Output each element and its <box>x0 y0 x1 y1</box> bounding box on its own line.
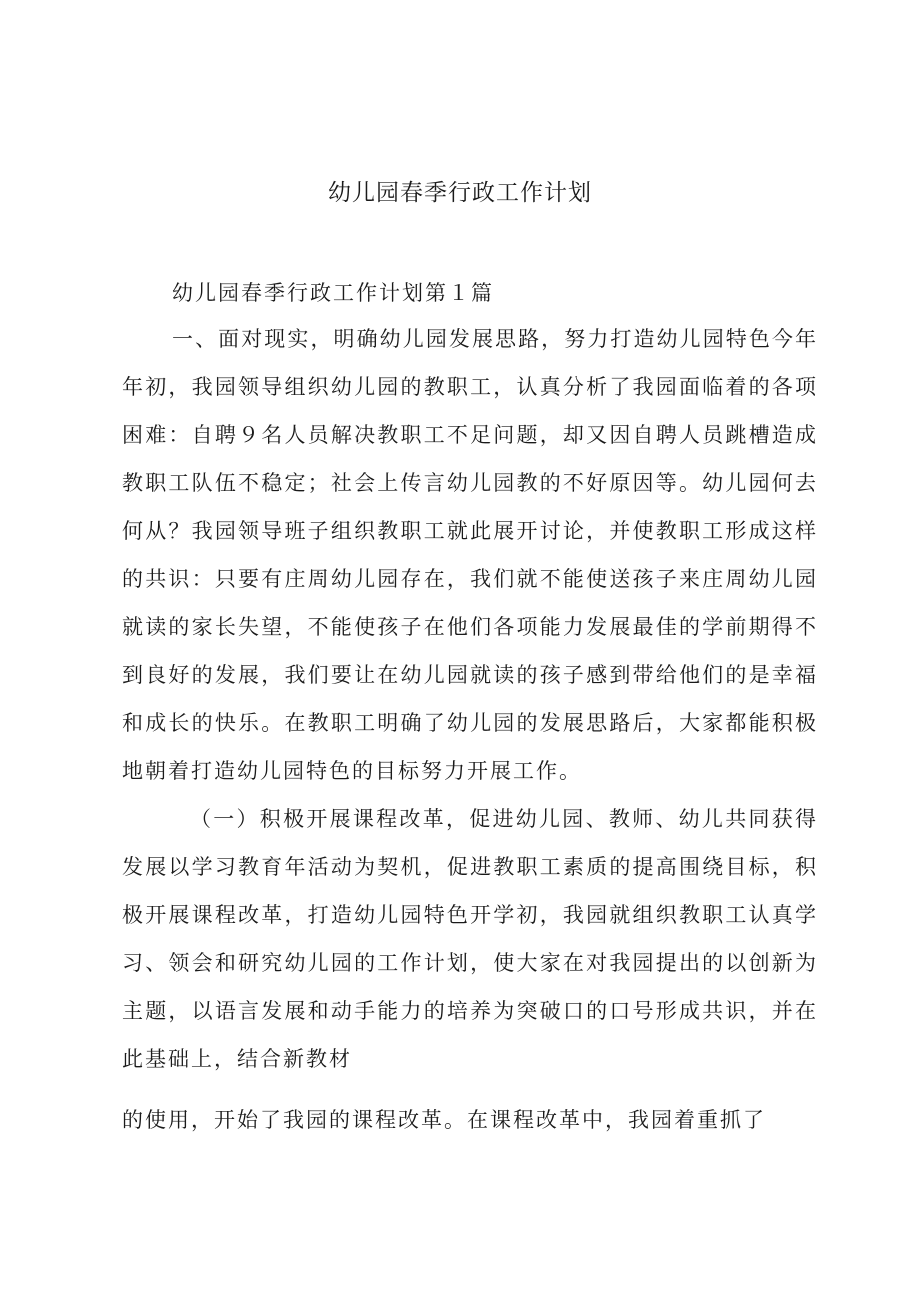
paragraph-1-line-8: 到良好的发展，我们要让在幼儿园就读的孩子感到带给他们的是幸福 <box>122 663 816 687</box>
paragraph-1-line-10: 地朝着打造幼儿园特色的目标努力开展工作。 <box>122 759 582 783</box>
paragraph-1-line-4: 教职工队伍不稳定；社会上传言幼儿园教的不好原因等。幼儿园何去 <box>122 471 816 495</box>
paragraph-1-line-7: 就读的家长失望，不能使孩子在他们各项能力发展最佳的学前期得不 <box>122 615 816 639</box>
section-heading: 幼儿园春季行政工作计划第１篇 <box>172 281 494 305</box>
paragraph-1-line-3: 困难：自聘９名人员解决教职工不足问题，却又因自聘人员跳槽造成 <box>122 423 816 447</box>
paragraph-2-line-5: 主题，以语言发展和动手能力的培养为突破口的口号形成共识，并在 <box>122 999 816 1023</box>
paragraph-1-line-5: 何从？我园领导班子组织教职工就此展开讨论，并使教职工形成这样 <box>122 519 816 543</box>
paragraph-2-line-4: 习、领会和研究幼儿园的工作计划，使大家在对我园提出的以创新为 <box>122 951 816 975</box>
paragraph-2-line-2: 发展以学习教育年活动为契机，促进教职工素质的提高围绕目标，积 <box>122 855 816 879</box>
paragraph-1-line-1: 一、面对现实，明确幼儿园发展思路，努力打造幼儿园特色今年 <box>172 327 816 351</box>
paragraph-1-line-9: 和成长的快乐。在教职工明确了幼儿园的发展思路后，大家都能积极 <box>122 711 816 735</box>
paragraph-1-line-6: 的共识：只要有庄周幼儿园存在，我们就不能使送孩子来庄周幼儿园 <box>122 567 816 591</box>
paragraph-2-line-1: （一）积极开展课程改革，促进幼儿园、教师、幼儿共同获得 <box>190 807 816 831</box>
paragraph-1-line-2: 年初，我园领导组织幼儿园的教职工，认真分析了我园面临着的各项 <box>122 375 816 399</box>
paragraph-2-line-6: 此基础上，结合新教材 <box>122 1047 352 1071</box>
paragraph-3-line-1: 的使用，开始了我园的课程改革。在课程改革中，我园着重抓了 <box>122 1108 766 1132</box>
paragraph-2-line-3: 极开展课程改革，打造幼儿园特色开学初，我园就组织教职工认真学 <box>122 903 816 927</box>
document-title: 幼儿园春季行政工作计划 <box>328 180 592 206</box>
